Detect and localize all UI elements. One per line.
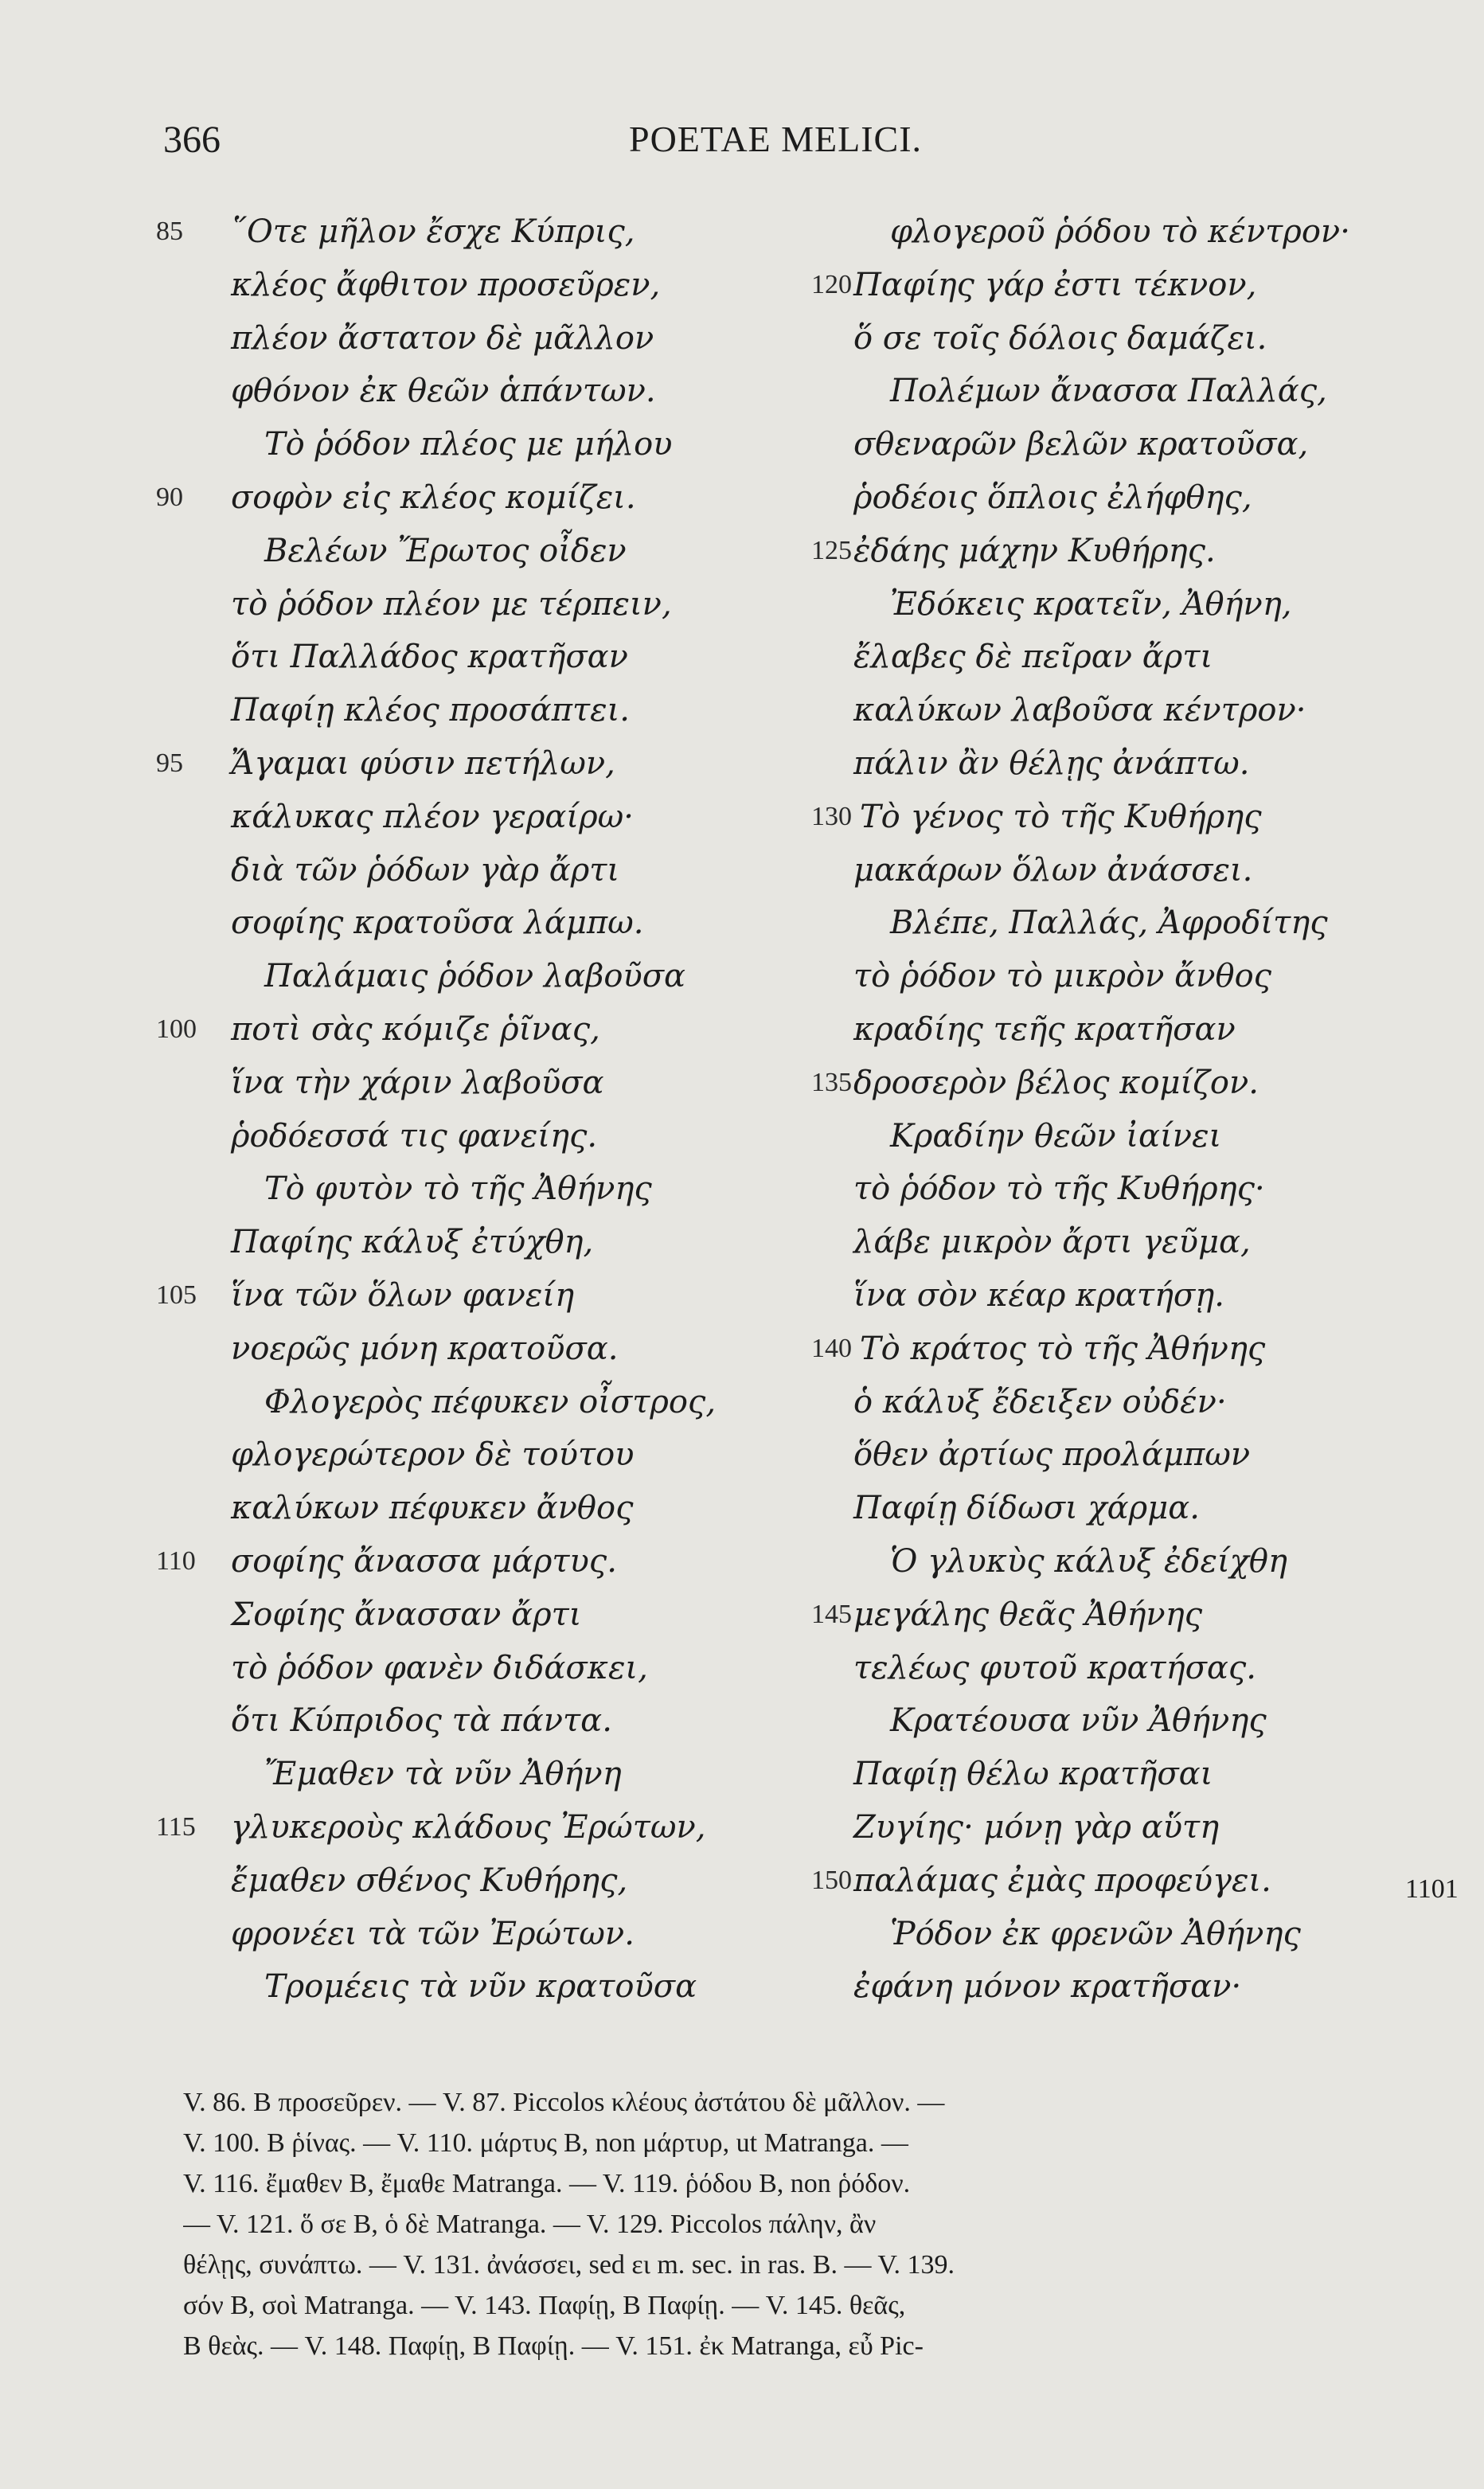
- verse-line: [0, 418, 764, 471]
- verse-line: [764, 259, 1481, 312]
- verse-line: [0, 1694, 764, 1748]
- verse-text: ἔμαθεν σθένος Κυθήρης,: [231, 1862, 628, 1899]
- verse-number: 120: [811, 269, 852, 299]
- verse-line: [0, 631, 764, 684]
- verse-text: φθόνον ἐκ θεῶν ἁπάντων.: [231, 373, 656, 410]
- verse-text: διὰ τῶν ῥόδων γὰρ ἄρτι: [231, 851, 620, 889]
- verse-text: Φλογερὸς πέφυκεν οἶστρος,: [264, 1383, 717, 1420]
- verse-text: καλύκων πέφυκεν ἄνθος: [231, 1490, 634, 1527]
- verse-number: 115: [156, 1811, 196, 1842]
- verse-text: κάλυκας πλέον γεραίρω·: [231, 798, 634, 835]
- verse-text: Τὸ γένος τὸ τῆς Κυθήρης: [860, 798, 1262, 835]
- verse-text: Ῥόδον ἐκ φρενῶν Ἀθήνης: [890, 1915, 1301, 1952]
- apparatus-line: V. 116. ἔμαθεν B, ἔμαθε Matranga. — V. 119. ῥόδου B, non ῥόδον.: [183, 2169, 911, 2198]
- verse-text: Ἐδόκεις κρατεῖν, Ἀθήνη,: [890, 585, 1292, 623]
- verse-line: [0, 1854, 764, 1908]
- left-column: [0, 205, 764, 2014]
- verse-text: τελέως φυτοῦ κρατήσας.: [853, 1649, 1256, 1686]
- verse-line: [764, 1162, 1481, 1216]
- verse-text: πάλιν ἂν θέλῃς ἀνάπτω.: [853, 744, 1250, 782]
- verse-line: [0, 1535, 764, 1588]
- verse-number: 100: [156, 1014, 197, 1044]
- verse-line: [0, 1428, 764, 1482]
- verse-text: Ἄγαμαι φύσιν πετήλων,: [231, 744, 615, 782]
- verse-line: [0, 737, 764, 791]
- verse-line: [764, 897, 1481, 950]
- verse-line: [0, 1908, 764, 1961]
- verse-line: [764, 1748, 1481, 1801]
- verse-line: [0, 1003, 764, 1057]
- verse-line: [0, 1482, 764, 1535]
- verse-text: ῞Οτε μῆλον ἔσχε Κύπρις,: [231, 213, 635, 250]
- apparatus-line: θέλῃς, συνάπτω. — V. 131. ἀνάσσει, sed ει m. sec. in ras. B. — V. 139.: [183, 2250, 955, 2280]
- verse-text: Σοφίης ἄνασσαν ἄρτι: [231, 1596, 582, 1633]
- apparatus-line: σόν B, σοὶ Matranga. — V. 143. Παφίῃ, B Παφίῃ. — V. 145. θεᾶς,: [183, 2291, 906, 2320]
- verse-line: [764, 844, 1481, 897]
- verse-line: [764, 1694, 1481, 1748]
- verse-text: καλύκων λαβοῦσα κέντρον·: [853, 692, 1306, 729]
- verse-line: [764, 1269, 1481, 1323]
- verse-line: [764, 1642, 1481, 1695]
- verse-line: [764, 312, 1481, 365]
- verse-line: [764, 205, 1481, 259]
- verse-line: [764, 1216, 1481, 1269]
- verse-text: Βελέων Ἔρωτος οἶδεν: [264, 532, 627, 569]
- verse-text: λάβε μικρὸν ἄρτι γεῦμα,: [853, 1224, 1251, 1261]
- verse-line: [764, 1535, 1481, 1588]
- verse-line: [764, 365, 1481, 418]
- verse-text: πλέον ἄστατον δὲ μᾶλλον: [231, 319, 654, 357]
- verse-text: ὅτι Παλλάδος κρατῆσαν: [231, 639, 628, 676]
- verse-number: 135: [811, 1067, 852, 1097]
- verse-text: Παφίῃ δίδωσι χάρμα.: [853, 1490, 1200, 1527]
- verse-line: [0, 684, 764, 737]
- margin-line-number: 1101: [1405, 1874, 1459, 1904]
- page-header: [0, 118, 1484, 166]
- verse-text: ἵνα τὴν χάριν λαβοῦσα: [231, 1064, 604, 1101]
- verse-text: Παφίῃ θέλω κρατῆσαι: [853, 1756, 1213, 1793]
- verse-text: φλογεροῦ ῥόδου τὸ κέντρον·: [890, 213, 1350, 250]
- verse-text: μεγάλης θεᾶς Ἀθήνης: [853, 1596, 1203, 1633]
- verse-text: Βλέπε, Παλλάς, Ἀφροδίτης: [890, 905, 1328, 942]
- verse-line: [0, 1110, 764, 1163]
- verse-line: [0, 525, 764, 578]
- verse-number: 145: [811, 1599, 852, 1629]
- verse-text: Παφίης γάρ ἐστι τέκνον,: [853, 266, 1257, 303]
- verse-line: [0, 1323, 764, 1376]
- verse-text: Ζυγίης· μόνῃ γὰρ αὕτη: [853, 1808, 1220, 1846]
- verse-text: Παφίῃ κλέος προσάπτει.: [231, 692, 630, 729]
- verse-text: Τὸ ῥόδον πλέος με μήλου: [264, 426, 673, 463]
- verse-line: [764, 418, 1481, 471]
- verse-text: τὸ ῥόδον τὸ τῆς Κυθήρης·: [853, 1170, 1265, 1208]
- verse-line: [764, 1801, 1481, 1854]
- verse-text: φρονέει τὰ τῶν Ἐρώτων.: [231, 1915, 635, 1952]
- verse-line: [764, 1588, 1481, 1642]
- verse-line: [764, 1323, 1481, 1376]
- verse-text: κλέος ἄφθιτον προσεῦρεν,: [231, 266, 661, 303]
- verse-text: Τρομέεις τὰ νῦν κρατοῦσα: [264, 1968, 697, 2006]
- critical-apparatus: [183, 2082, 1393, 2366]
- verse-line: [0, 205, 764, 259]
- verse-number: 90: [156, 482, 183, 512]
- verse-line: [0, 1216, 764, 1269]
- verse-line: [764, 525, 1481, 578]
- verse-line: [0, 1269, 764, 1323]
- verse-text: σθεναρῶν βελῶν κρατοῦσα,: [853, 426, 1309, 463]
- verse-line: [0, 578, 764, 631]
- apparatus-line: V. 86. B προσεῦρεν. — V. 87. Piccolos κλέους ἀστάτου δὲ μᾶλλον. —: [183, 2088, 945, 2117]
- apparatus-line: V. 100. B ῥίνας. — V. 110. μάρτυς B, non μάρτυρ, ut Matranga. —: [183, 2128, 908, 2158]
- verse-text: ὅ σε τοῖς δόλοις δαμάζει.: [853, 319, 1267, 357]
- verse-number: 95: [156, 748, 183, 778]
- verse-line: [764, 1428, 1481, 1482]
- verse-line: [764, 1003, 1481, 1057]
- verse-line: [764, 631, 1481, 684]
- verse-line: [764, 791, 1481, 844]
- verse-text: φλογερώτερον δὲ τούτου: [231, 1436, 635, 1474]
- verse-number: 85: [156, 217, 183, 246]
- verse-line: [764, 1482, 1481, 1535]
- verse-text: Τὸ κράτος τὸ τῆς Ἀθήνης: [860, 1330, 1266, 1367]
- verse-line: [764, 684, 1481, 737]
- apparatus-line: — V. 121. ὅ σε B, ὁ δὲ Matranga. — V. 129. Piccolos πάλην, ἂν: [183, 2210, 877, 2239]
- verse-line: [764, 737, 1481, 791]
- verse-number: 140: [811, 1333, 852, 1363]
- verse-line: [764, 1057, 1481, 1110]
- verse-text: κραδίης τεῆς κρατῆσαν: [853, 1010, 1236, 1048]
- verse-text: γλυκεροὺς κλάδους Ἐρώτων,: [231, 1808, 706, 1846]
- verse-text: ὅθεν ἀρτίως προλάμπων: [853, 1436, 1251, 1474]
- verse-text: ἵνα τῶν ὅλων φανείη: [231, 1276, 575, 1314]
- verse-line: [764, 1110, 1481, 1163]
- page-number: 366: [163, 119, 221, 161]
- verse-text: ὅτι Κύπριδος τὰ πάντα.: [231, 1702, 612, 1740]
- verse-line: [764, 1908, 1481, 1961]
- verse-text: ῥοδόεσσά τις φανείης.: [231, 1117, 598, 1155]
- verse-line: [764, 1376, 1481, 1429]
- verse-text: σοφίης ἄνασσα μάρτυς.: [231, 1542, 617, 1580]
- verse-line: [0, 791, 764, 844]
- verse-line: [764, 950, 1481, 1003]
- verse-text: σοφίης κρατοῦσα λάμπω.: [231, 905, 644, 942]
- verse-line: [764, 471, 1481, 525]
- verse-text: παλάμας ἐμὰς προφεύγει.: [853, 1862, 1271, 1899]
- verse-number: 130: [811, 801, 852, 831]
- verse-text: ἔλαβες δὲ πεῖραν ἄρτι: [853, 639, 1213, 676]
- verse-line: [0, 365, 764, 418]
- verse-text: ἐφάνη μόνον κρατῆσαν·: [853, 1968, 1242, 2006]
- verse-text: Κραδίην θεῶν ἰαίνει: [890, 1117, 1222, 1155]
- verse-text: Παφίης κάλυξ ἐτύχθη,: [231, 1224, 594, 1261]
- verse-text: Ἔμαθεν τὰ νῦν Ἀθήνη: [264, 1756, 622, 1793]
- verse-number: 110: [156, 1545, 196, 1576]
- verse-text: νοερῶς μόνη κρατοῦσα.: [231, 1330, 619, 1367]
- verse-number: 150: [811, 1865, 852, 1895]
- verse-line: [0, 471, 764, 525]
- verse-text: ὁ κάλυξ ἔδειξεν οὐδέν·: [853, 1383, 1227, 1420]
- verse-line: [0, 1642, 764, 1695]
- right-column: [764, 205, 1481, 2014]
- verse-line: [0, 1057, 764, 1110]
- verse-text: τὸ ῥόδον τὸ μικρὸν ἄνθος: [853, 958, 1272, 995]
- running-title: POETAE MELICI.: [629, 119, 923, 159]
- verse-line: [0, 312, 764, 365]
- verse-line: [0, 844, 764, 897]
- verse-text: σοφὸν εἰς κλέος κομίζει.: [231, 479, 636, 516]
- verse-number: 105: [156, 1280, 197, 1310]
- verse-line: [0, 950, 764, 1003]
- verse-text: ἐδάης μάχην Κυθήρης.: [853, 532, 1216, 569]
- verse-text: ἵνα σὸν κέαρ κρατήσῃ.: [853, 1276, 1224, 1314]
- verse-text: Παλάμαις ῥόδον λαβοῦσα: [264, 958, 686, 995]
- apparatus-line: B θεὰς. — V. 148. Παφίῃ, B Παφίῃ. — V. 151. ἐκ Matranga, εὖ Pic-: [183, 2331, 924, 2361]
- verse-text: Τὸ φυτὸν τὸ τῆς Ἀθήνης: [264, 1170, 652, 1208]
- verse-text: ῥοδέοις ὅπλοις ἐλήφθης,: [853, 479, 1252, 516]
- verse-line: [0, 259, 764, 312]
- verse-line: [0, 1376, 764, 1429]
- verse-text: Κρατέουσα νῦν Ἀθήνης: [890, 1702, 1267, 1740]
- verse-text: ποτὶ σὰς κόμιζε ῥῖνας,: [231, 1010, 600, 1048]
- verse-line: [764, 578, 1481, 631]
- verse-text: Ὁ γλυκὺς κάλυξ ἐδείχθη: [890, 1542, 1287, 1580]
- verse-line: [0, 1162, 764, 1216]
- verse-line: [0, 1588, 764, 1642]
- verse-text: δροσερὸν βέλος κομίζον.: [853, 1064, 1259, 1101]
- verse-text: Πολέμων ἄνασσα Παλλάς,: [890, 373, 1327, 410]
- verse-line: [0, 897, 764, 950]
- verse-line: [764, 1960, 1481, 2014]
- verse-line: [0, 1748, 764, 1801]
- verse-line: [764, 1854, 1481, 1908]
- verse-line: [0, 1960, 764, 2014]
- verse-line: [0, 1801, 764, 1854]
- verse-text: τὸ ῥόδον φανὲν διδάσκει,: [231, 1649, 648, 1686]
- verse-number: 125: [811, 535, 852, 565]
- verse-text: μακάρων ὅλων ἀνάσσει.: [853, 851, 1253, 889]
- verse-text: τὸ ῥόδον πλέον με τέρπειν,: [231, 585, 672, 623]
